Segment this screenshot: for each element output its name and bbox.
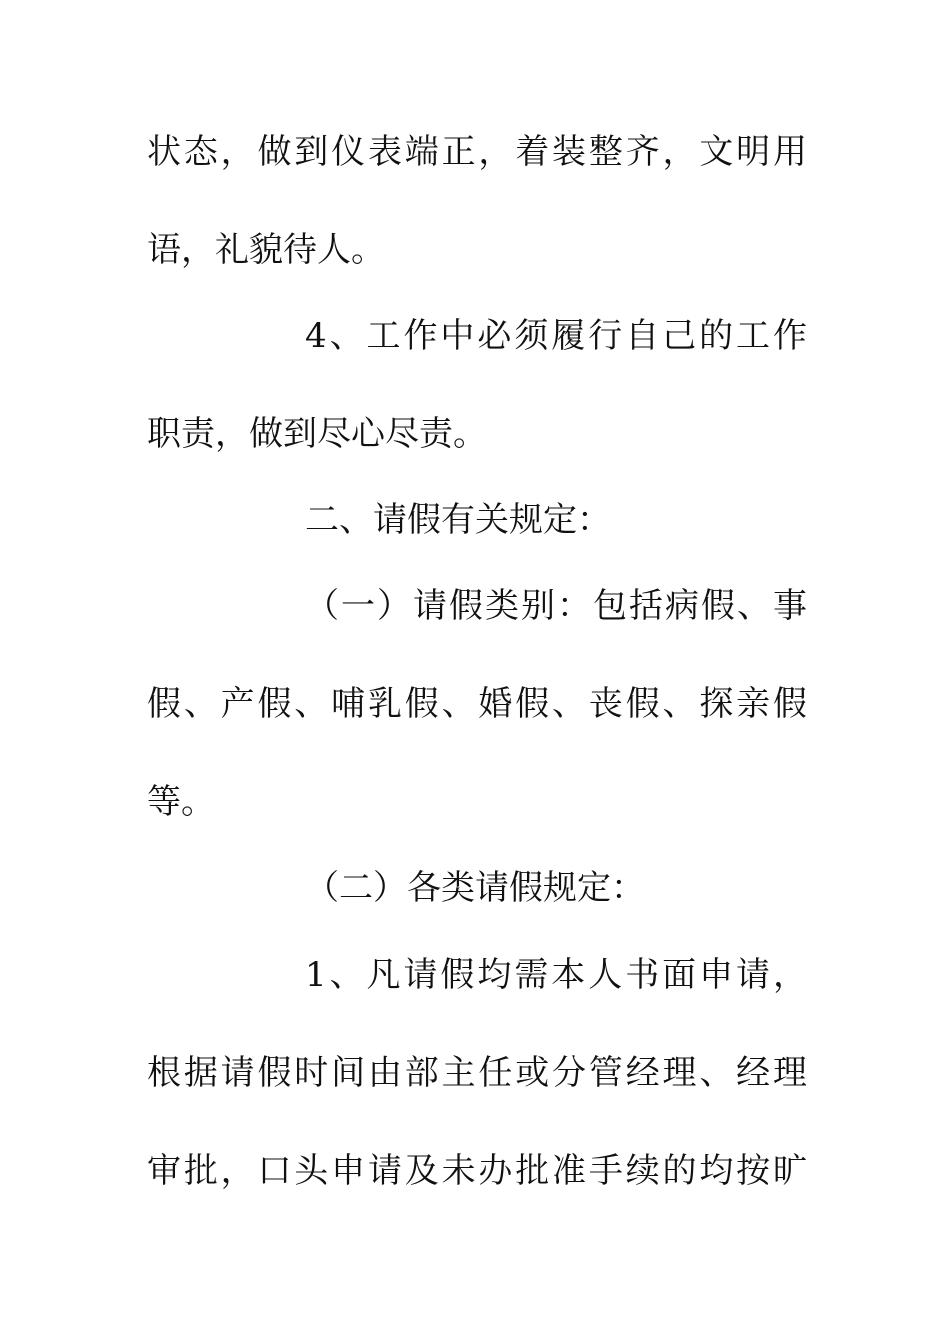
subsection-heading: （一）请假类别：包括病假、事 (305, 586, 807, 626)
text-line: 1、凡请假均需本人书面申请， (305, 955, 807, 995)
text-line: 根据请假时间由部主任或分管经理、经理 (147, 1053, 807, 1093)
text-line: 等。 (147, 782, 215, 822)
text-line: 状态，做到仪表端正，着装整齐，文明用 (147, 132, 807, 172)
subsection-heading: （二）各类请假规定： (305, 868, 645, 908)
text-line: 语，礼貌待人。 (147, 230, 385, 270)
text-line: 审批，口头申请及未办批准手续的均按旷 (147, 1151, 807, 1191)
text-line: 4、工作中必须履行自己的工作 (305, 316, 807, 356)
text-line: 假、产假、哺乳假、婚假、丧假、探亲假 (147, 684, 807, 724)
text-line: 职责，做到尽心尽责。 (147, 414, 487, 454)
section-heading: 二、请假有关规定： (305, 500, 611, 540)
